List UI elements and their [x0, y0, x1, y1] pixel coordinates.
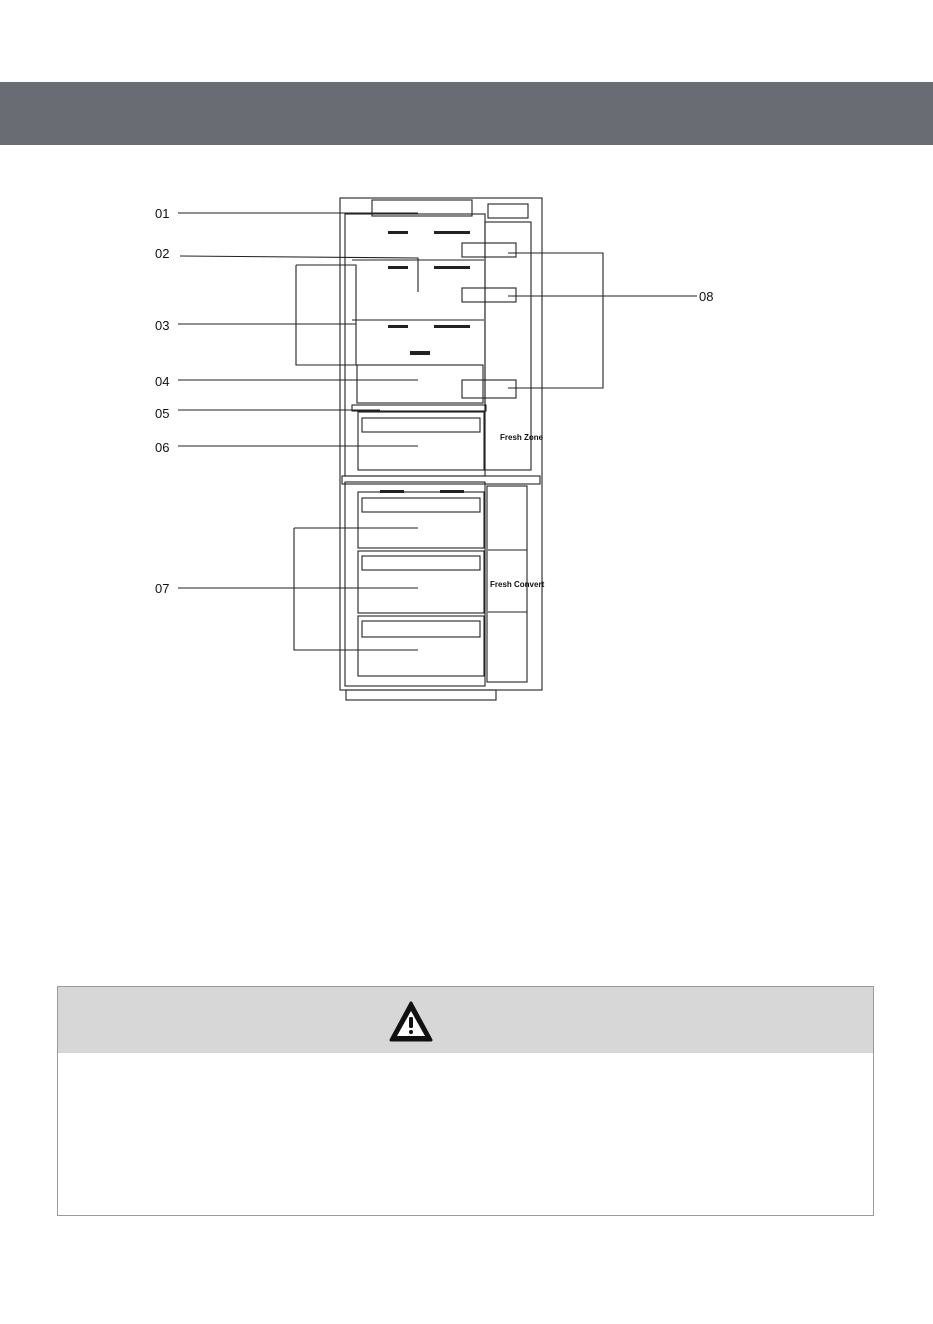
callout-06: 06 [155, 440, 170, 455]
door-bin-2 [462, 288, 516, 302]
warning-triangle-icon [388, 1000, 434, 1044]
callout-07: 07 [155, 581, 170, 596]
callout-03: 03 [155, 318, 170, 333]
warning-header [58, 987, 873, 1053]
callout-05: 05 [155, 406, 170, 421]
fresh-zone-label: Fresh Zone [500, 433, 544, 442]
callout-08: 08 [699, 289, 714, 304]
freezer-drawer-1 [358, 492, 484, 548]
door-bin-1 [462, 243, 516, 257]
freezer-drawer-2 [358, 551, 484, 613]
crisper-drawer [357, 365, 483, 403]
fresh-zone-drawer [358, 412, 484, 470]
door-bin-3 [462, 380, 516, 398]
fresh-convert-label: Fresh Convert [490, 580, 545, 589]
warning-box [57, 986, 874, 1216]
callout-02: 02 [155, 246, 170, 261]
callout-04: 04 [155, 374, 170, 389]
freezer-drawer-3 [358, 616, 484, 676]
callout-01: 01 [155, 206, 170, 221]
